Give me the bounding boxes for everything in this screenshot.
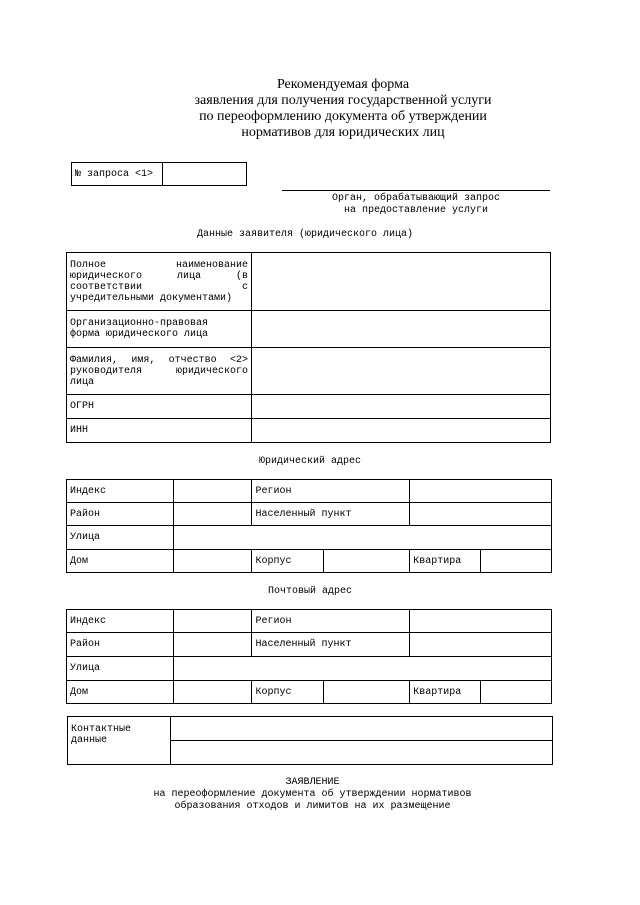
postal-address-heading: Почтовый адрес: [267, 586, 352, 597]
head-name-label: Фамилия, имя, отчество <2> руководителя юридического лица: [67, 348, 252, 395]
head-name-field[interactable]: [252, 348, 551, 395]
organ-caption: [290, 193, 542, 217]
legal-locality-label: Населенный пункт: [252, 503, 410, 526]
postal-apartment-field[interactable]: [481, 681, 552, 704]
postal-building-label: Корпус: [252, 681, 324, 704]
applicant-table: [66, 252, 551, 443]
postal-index-label: Индекс: [67, 610, 174, 633]
postal-house-field[interactable]: [173, 681, 252, 704]
postal-house-label: Дом: [67, 681, 174, 704]
org-form-field[interactable]: [252, 311, 551, 348]
org-form-label: Организационно-правовая форма юридического лица: [67, 311, 252, 348]
legal-index-field[interactable]: [173, 480, 252, 503]
postal-region-field[interactable]: [410, 610, 552, 633]
statement-block: [120, 777, 505, 813]
applicant-heading: Данные заявителя (юридического лица): [196, 229, 414, 240]
legal-house-field[interactable]: [173, 550, 252, 573]
legal-street-label: Улица: [67, 526, 174, 550]
legal-locality-field[interactable]: [410, 503, 552, 526]
organ-caption-line-1: Орган, обрабатывающий запрос: [331, 193, 501, 204]
legal-region-label: Регион: [252, 480, 410, 503]
statement-line-1: на переоформление документа об утверждении нормативов: [153, 789, 472, 800]
contacts-field-2[interactable]: [171, 741, 553, 765]
title-line-2: заявления для получения государственной услуги: [194, 93, 492, 108]
postal-district-label: Район: [67, 633, 174, 657]
legal-region-field[interactable]: [410, 480, 552, 503]
legal-building-field[interactable]: [324, 550, 410, 573]
statement-line-2: образования отходов и лимитов на их размещение: [174, 801, 451, 812]
ogrn-field[interactable]: [252, 395, 551, 419]
postal-index-field[interactable]: [173, 610, 252, 633]
statement-title: ЗАЯВЛЕНИЕ: [285, 777, 340, 788]
legal-apartment-field[interactable]: [481, 550, 552, 573]
postal-address-table: [66, 609, 552, 704]
legal-address-table: [66, 479, 552, 573]
request-number-label: № запроса <1>: [72, 163, 163, 186]
title-line-4: нормативов для юридических лиц: [241, 125, 445, 140]
title-line-3: по переоформлению документа об утверждении: [199, 109, 487, 124]
form-title: [150, 77, 536, 141]
legal-house-label: Дом: [67, 550, 174, 573]
organ-underline: [282, 190, 550, 191]
legal-index-label: Индекс: [67, 480, 174, 503]
postal-locality-field[interactable]: [410, 633, 552, 657]
postal-district-field[interactable]: [173, 633, 252, 657]
postal-apartment-label: Квартира: [410, 681, 481, 704]
legal-district-label: Район: [67, 503, 174, 526]
legal-district-field[interactable]: [173, 503, 252, 526]
request-number-field[interactable]: [163, 163, 247, 186]
postal-street-label: Улица: [67, 657, 174, 681]
full-name-field[interactable]: [252, 253, 551, 311]
contacts-field-1[interactable]: [171, 717, 553, 741]
request-number-table: [71, 162, 247, 186]
legal-building-label: Корпус: [252, 550, 324, 573]
legal-apartment-label: Квартира: [410, 550, 481, 573]
legal-street-field[interactable]: [173, 526, 551, 550]
full-name-label: Полное наименование юридического лица (в соответствии с учредительными документами): [67, 253, 252, 311]
title-line-1: Рекомендуемая форма: [276, 77, 410, 92]
inn-field[interactable]: [252, 419, 551, 443]
inn-label: ИНН: [67, 419, 252, 443]
organ-caption-line-2: на предоставление услуги: [343, 205, 489, 216]
contacts-table: [67, 716, 553, 765]
legal-address-heading: Юридический адрес: [258, 456, 362, 467]
postal-building-field[interactable]: [324, 681, 410, 704]
postal-locality-label: Населенный пункт: [252, 633, 410, 657]
postal-region-label: Регион: [252, 610, 410, 633]
postal-street-field[interactable]: [173, 657, 551, 681]
ogrn-label: ОГРН: [67, 395, 252, 419]
contacts-label: Контактные данные: [68, 717, 171, 765]
